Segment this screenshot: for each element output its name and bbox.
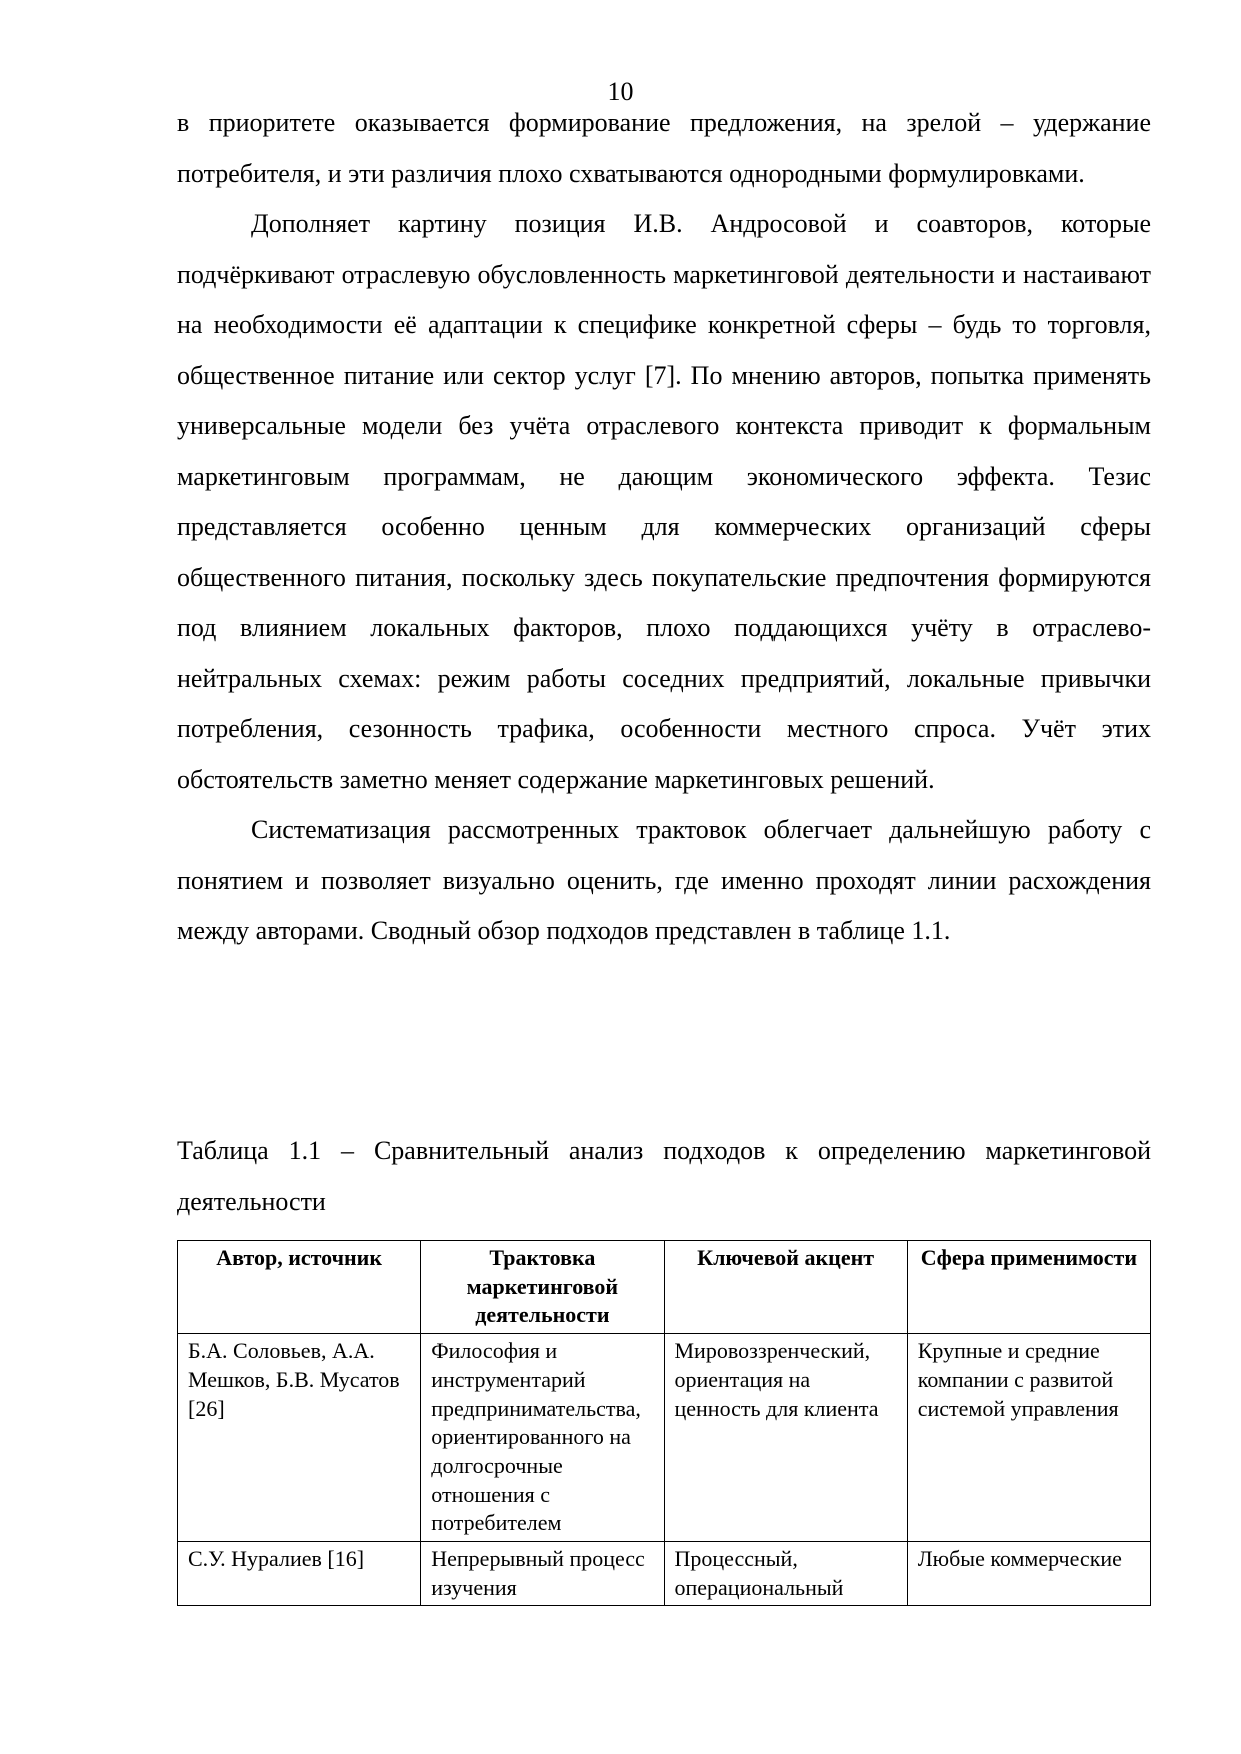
table-caption: Таблица 1.1 – Сравнительный анализ подходов к определению маркетинговой деятельности <box>177 1136 1151 1216</box>
table-row <box>178 1334 1151 1542</box>
table-cell: С.У. Нуралиев [16] <box>178 1542 421 1606</box>
header-interpretation: Трактовка маркетинговой деятельности <box>421 1241 664 1334</box>
table-cell: Б.А. Соловьев, А.А. Мешков, Б.В. Мусатов [26] <box>178 1334 421 1542</box>
header-scope: Сфера применимости <box>907 1241 1150 1334</box>
table-cell: Философия и инструментарий предпринимательства, ориентированного на долгосрочные отношения с потребителем <box>421 1334 664 1542</box>
header-author: Автор, источник <box>178 1241 421 1334</box>
table-header-row <box>178 1241 1151 1334</box>
paragraph: Систематизация рассмотренных трактовок облегчает дальнейшую работу с понятием и позволяет визуально оценить, где именно проходят линии расхождения между авторами. Сводный обзор подходов представлен в таблице 1.1. <box>177 815 1151 945</box>
table-cell: Мировоззренческий, ориентация на ценность для клиента <box>664 1334 907 1542</box>
header-key-accent: Ключевой акцент <box>664 1241 907 1334</box>
paragraph: Дополняет картину позиция И.В. Андросовой и соавторов, которые подчёркивают отраслевую обусловленность маркетинговой деятельности и настаивают на необходимости её адаптации к специфике конкретной сферы – будь то торговля, общественное питание или сектор услуг [7]. По мнению авторов, попытка применять универсальные модели без учёта отраслевого контекста приводит к формальным маркетинговым программам, не дающим экономического эффекта. Тезис представляется особенно ценным для коммерческих организаций сферы общественного питания, поскольку здесь покупательские предпочтения формируются под влиянием локальных факторов, плохо поддающихся учёту в отраслево-нейтральных схемах: режим работы соседних предприятий, локальные привычки потребления, сезонность трафика, особенности местного спроса. Учёт этих обстоятельств заметно меняет содержание маркетинговых решений. <box>177 209 1151 794</box>
page-number: 10 <box>607 77 634 106</box>
table-cell: Непрерывный процесс изучения <box>421 1542 664 1606</box>
comparison-table <box>177 1240 1151 1606</box>
table-cell: Процессный, операциональный <box>664 1542 907 1606</box>
table-cell: Крупные и средние компании с развитой системой управления <box>907 1334 1150 1542</box>
table-cell: Любые коммерческие <box>907 1542 1150 1606</box>
paragraph: в приоритете оказывается формирование предложения, на зрелой – удержание потребителя, и эти различия плохо схватываются однородными формулировками. <box>177 108 1151 188</box>
table-row <box>178 1542 1151 1606</box>
